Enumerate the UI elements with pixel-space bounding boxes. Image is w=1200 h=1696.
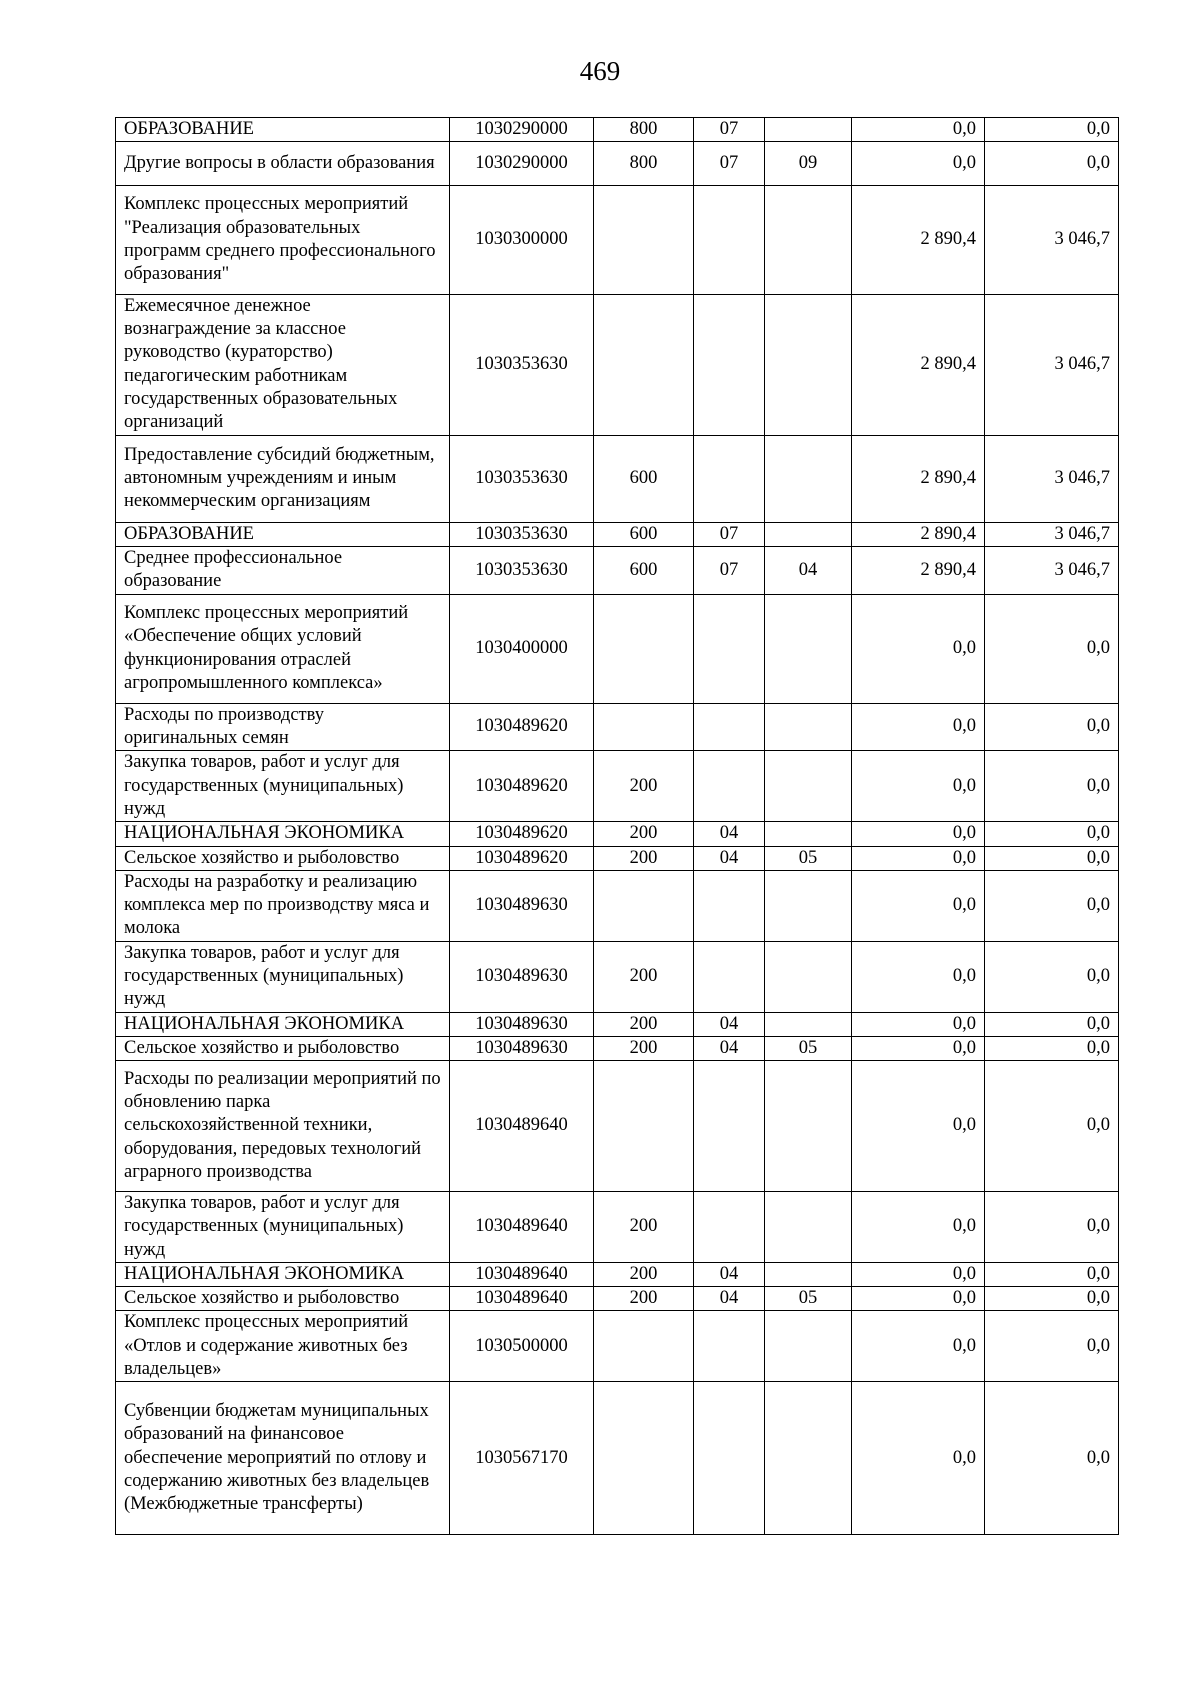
row-name: Закупка товаров, работ и услуг для государственных (муниципальных) нужд xyxy=(116,941,450,1012)
row-code: 1030353630 xyxy=(450,522,594,546)
row-value-year-1: 2 890,4 xyxy=(852,522,985,546)
row-name: Субвенции бюджетам муниципальных образований на финансовое обеспечение мероприятий по отлову и содержанию животных без владельцев (Межбюджетные трансферты) xyxy=(116,1382,450,1535)
table-row xyxy=(116,1382,1119,1535)
row-expense-type xyxy=(594,185,694,294)
row-subsection xyxy=(765,1311,852,1382)
row-expense-type: 800 xyxy=(594,118,694,142)
table-row xyxy=(116,941,1119,1012)
page-number: 469 xyxy=(579,56,621,86)
table-row xyxy=(116,1287,1119,1311)
row-value-year-2: 3 046,7 xyxy=(985,547,1119,595)
row-value-year-1: 0,0 xyxy=(852,941,985,1012)
row-name: НАЦИОНАЛЬНАЯ ЭКОНОМИКА xyxy=(116,1012,450,1036)
row-value-year-2: 3 046,7 xyxy=(985,522,1119,546)
row-name: ОБРАЗОВАНИЕ xyxy=(116,118,450,142)
row-section: 04 xyxy=(694,822,765,846)
row-section xyxy=(694,870,765,941)
row-value-year-1: 0,0 xyxy=(852,703,985,751)
row-name: Сельское хозяйство и рыболовство xyxy=(116,1036,450,1060)
row-expense-type: 200 xyxy=(594,1012,694,1036)
row-name: НАЦИОНАЛЬНАЯ ЭКОНОМИКА xyxy=(116,1262,450,1286)
row-name: Закупка товаров, работ и услуг для государственных (муниципальных) нужд xyxy=(116,751,450,822)
row-value-year-2: 0,0 xyxy=(985,1287,1119,1311)
row-code: 1030353630 xyxy=(450,294,594,435)
row-expense-type: 200 xyxy=(594,846,694,870)
row-name: Расходы по производству оригинальных семян xyxy=(116,703,450,751)
row-value-year-2: 0,0 xyxy=(985,846,1119,870)
row-code: 1030489620 xyxy=(450,846,594,870)
table-row xyxy=(116,846,1119,870)
table-row xyxy=(116,1036,1119,1060)
row-subsection: 09 xyxy=(765,142,852,186)
table-row xyxy=(116,522,1119,546)
row-subsection xyxy=(765,522,852,546)
row-subsection xyxy=(765,594,852,703)
row-subsection xyxy=(765,294,852,435)
row-section: 04 xyxy=(694,1036,765,1060)
row-subsection: 05 xyxy=(765,1036,852,1060)
row-subsection xyxy=(765,185,852,294)
row-name: Другие вопросы в области образования xyxy=(116,142,450,186)
row-section: 04 xyxy=(694,1012,765,1036)
row-code: 1030353630 xyxy=(450,547,594,595)
row-code: 1030489620 xyxy=(450,751,594,822)
row-subsection xyxy=(765,1012,852,1036)
row-subsection xyxy=(765,1061,852,1192)
budget-table xyxy=(115,117,1119,1535)
row-name: Комплекс процессных мероприятий «Обеспечение общих условий функционирования отраслей агропромышленного комплекса» xyxy=(116,594,450,703)
row-section xyxy=(694,294,765,435)
row-expense-type xyxy=(594,1382,694,1535)
row-value-year-2: 0,0 xyxy=(985,941,1119,1012)
table-row xyxy=(116,294,1119,435)
row-value-year-1: 0,0 xyxy=(852,118,985,142)
row-value-year-2: 0,0 xyxy=(985,870,1119,941)
row-code: 1030489640 xyxy=(450,1192,594,1263)
row-value-year-2: 0,0 xyxy=(985,594,1119,703)
row-code: 1030489630 xyxy=(450,1012,594,1036)
row-value-year-2: 0,0 xyxy=(985,703,1119,751)
table-row xyxy=(116,594,1119,703)
row-value-year-2: 0,0 xyxy=(985,1012,1119,1036)
row-name: ОБРАЗОВАНИЕ xyxy=(116,522,450,546)
row-value-year-2: 0,0 xyxy=(985,822,1119,846)
table-row xyxy=(116,1012,1119,1036)
row-value-year-1: 0,0 xyxy=(852,1262,985,1286)
row-name: Комплекс процессных мероприятий «Отлов и содержание животных без владельцев» xyxy=(116,1311,450,1382)
row-section xyxy=(694,1382,765,1535)
row-value-year-1: 0,0 xyxy=(852,594,985,703)
row-value-year-2: 0,0 xyxy=(985,1311,1119,1382)
row-value-year-2: 0,0 xyxy=(985,1262,1119,1286)
row-code: 1030489640 xyxy=(450,1287,594,1311)
row-value-year-1: 2 890,4 xyxy=(852,294,985,435)
row-section: 07 xyxy=(694,118,765,142)
row-value-year-2: 0,0 xyxy=(985,751,1119,822)
row-subsection xyxy=(765,1262,852,1286)
row-value-year-1: 0,0 xyxy=(852,1012,985,1036)
row-expense-type xyxy=(594,1311,694,1382)
row-value-year-2: 0,0 xyxy=(985,142,1119,186)
row-subsection xyxy=(765,822,852,846)
row-code: 1030489640 xyxy=(450,1262,594,1286)
row-expense-type: 200 xyxy=(594,822,694,846)
table-row xyxy=(116,435,1119,522)
row-section xyxy=(694,435,765,522)
row-subsection xyxy=(765,435,852,522)
row-expense-type: 800 xyxy=(594,142,694,186)
row-section: 07 xyxy=(694,522,765,546)
table-row xyxy=(116,870,1119,941)
row-code: 1030500000 xyxy=(450,1311,594,1382)
row-expense-type: 600 xyxy=(594,547,694,595)
row-value-year-2: 0,0 xyxy=(985,1061,1119,1192)
row-expense-type: 600 xyxy=(594,522,694,546)
row-subsection: 05 xyxy=(765,846,852,870)
row-value-year-2: 0,0 xyxy=(985,1192,1119,1263)
row-code: 1030290000 xyxy=(450,118,594,142)
table-row xyxy=(116,1192,1119,1263)
table-row xyxy=(116,703,1119,751)
row-section: 07 xyxy=(694,547,765,595)
table-row xyxy=(116,1262,1119,1286)
row-expense-type xyxy=(594,594,694,703)
row-expense-type: 200 xyxy=(594,1287,694,1311)
row-subsection xyxy=(765,1382,852,1535)
row-section: 04 xyxy=(694,1287,765,1311)
table-row xyxy=(116,142,1119,186)
table-row xyxy=(116,751,1119,822)
row-value-year-1: 0,0 xyxy=(852,1382,985,1535)
row-subsection xyxy=(765,703,852,751)
row-name: Расходы на разработку и реализацию комплекса мер по производству мяса и молока xyxy=(116,870,450,941)
row-value-year-1: 0,0 xyxy=(852,751,985,822)
row-code: 1030489630 xyxy=(450,870,594,941)
row-code: 1030489630 xyxy=(450,941,594,1012)
row-section xyxy=(694,185,765,294)
row-subsection xyxy=(765,941,852,1012)
row-section: 04 xyxy=(694,846,765,870)
row-section xyxy=(694,1192,765,1263)
row-value-year-1: 0,0 xyxy=(852,846,985,870)
table-row xyxy=(116,822,1119,846)
row-name: Расходы по реализации мероприятий по обновлению парка сельскохозяйственной техники, оборудования, передовых технологий аграрного производства xyxy=(116,1061,450,1192)
row-expense-type: 200 xyxy=(594,941,694,1012)
table-row xyxy=(116,1061,1119,1192)
row-subsection xyxy=(765,751,852,822)
row-subsection xyxy=(765,118,852,142)
row-section xyxy=(694,751,765,822)
table-row xyxy=(116,118,1119,142)
row-expense-type: 200 xyxy=(594,1036,694,1060)
row-code: 1030489630 xyxy=(450,1036,594,1060)
row-value-year-1: 0,0 xyxy=(852,142,985,186)
row-code: 1030353630 xyxy=(450,435,594,522)
row-expense-type xyxy=(594,870,694,941)
row-value-year-1: 2 890,4 xyxy=(852,435,985,522)
row-expense-type: 200 xyxy=(594,1262,694,1286)
row-section: 07 xyxy=(694,142,765,186)
row-value-year-2: 3 046,7 xyxy=(985,435,1119,522)
row-value-year-2: 0,0 xyxy=(985,1382,1119,1535)
row-section xyxy=(694,594,765,703)
row-value-year-1: 0,0 xyxy=(852,1036,985,1060)
row-subsection xyxy=(765,870,852,941)
row-expense-type xyxy=(594,294,694,435)
row-value-year-2: 3 046,7 xyxy=(985,294,1119,435)
row-name: Ежемесячное денежное вознаграждение за классное руководство (кураторство) педагогическим работникам государственных образовательных организаций xyxy=(116,294,450,435)
row-section xyxy=(694,941,765,1012)
row-name: Сельское хозяйство и рыболовство xyxy=(116,846,450,870)
row-value-year-2: 3 046,7 xyxy=(985,185,1119,294)
row-section xyxy=(694,1061,765,1192)
row-expense-type xyxy=(594,703,694,751)
row-value-year-1: 0,0 xyxy=(852,1192,985,1263)
row-name: Закупка товаров, работ и услуг для государственных (муниципальных) нужд xyxy=(116,1192,450,1263)
row-section xyxy=(694,703,765,751)
row-subsection: 05 xyxy=(765,1287,852,1311)
table-row xyxy=(116,547,1119,595)
budget-table-body xyxy=(116,118,1119,1535)
row-name: Сельское хозяйство и рыболовство xyxy=(116,1287,450,1311)
row-code: 1030489620 xyxy=(450,822,594,846)
row-value-year-1: 2 890,4 xyxy=(852,185,985,294)
row-code: 1030400000 xyxy=(450,594,594,703)
row-code: 1030290000 xyxy=(450,142,594,186)
row-expense-type xyxy=(594,1061,694,1192)
row-expense-type: 600 xyxy=(594,435,694,522)
row-value-year-1: 2 890,4 xyxy=(852,547,985,595)
row-value-year-1: 0,0 xyxy=(852,1061,985,1192)
row-name: Среднее профессиональное образование xyxy=(116,547,450,595)
row-section xyxy=(694,1311,765,1382)
row-value-year-1: 0,0 xyxy=(852,1287,985,1311)
row-name: НАЦИОНАЛЬНАЯ ЭКОНОМИКА xyxy=(116,822,450,846)
table-row xyxy=(116,185,1119,294)
row-subsection xyxy=(765,1192,852,1263)
row-value-year-1: 0,0 xyxy=(852,1311,985,1382)
table-row xyxy=(116,1311,1119,1382)
row-value-year-1: 0,0 xyxy=(852,870,985,941)
row-value-year-2: 0,0 xyxy=(985,1036,1119,1060)
row-code: 1030567170 xyxy=(450,1382,594,1535)
row-code: 1030300000 xyxy=(450,185,594,294)
row-code: 1030489640 xyxy=(450,1061,594,1192)
row-value-year-2: 0,0 xyxy=(985,118,1119,142)
row-subsection: 04 xyxy=(765,547,852,595)
row-expense-type: 200 xyxy=(594,751,694,822)
row-value-year-1: 0,0 xyxy=(852,822,985,846)
row-code: 1030489620 xyxy=(450,703,594,751)
row-expense-type: 200 xyxy=(594,1192,694,1263)
row-name: Предоставление субсидий бюджетным, автономным учреждениям и иным некоммерческим организациям xyxy=(116,435,450,522)
row-section: 04 xyxy=(694,1262,765,1286)
row-name: Комплекс процессных мероприятий "Реализация образовательных программ среднего профессионального образования" xyxy=(116,185,450,294)
